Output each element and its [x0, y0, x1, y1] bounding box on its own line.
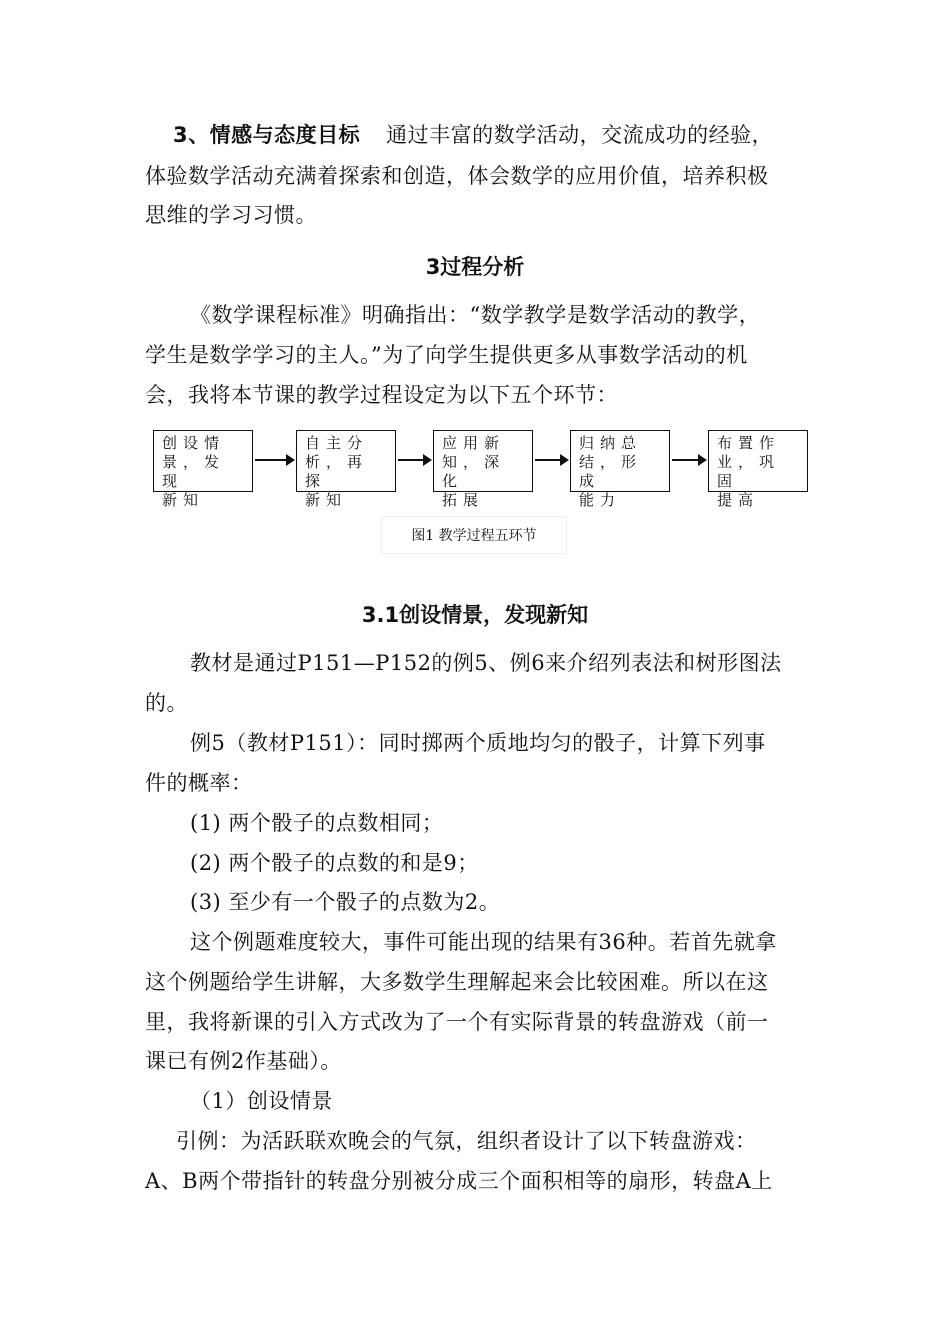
flow-box-text: 提高 [717, 491, 760, 509]
goal-heading: 3、情感与态度目标 [173, 123, 361, 147]
flow-box-3 [433, 430, 533, 509]
body-line: 例5（教材P151）：同时掷两个质地均匀的骰子，计算下列事 [190, 731, 766, 755]
body-line: 这个例题难度较大，事件可能出现的结果有36种。若首先就拿 [190, 930, 777, 954]
flow-box-5 [708, 430, 808, 509]
para2-line2: 学生是数学学习的主人。”为了向学生提供更多从事数学活动的机 [145, 343, 748, 367]
flow-box-text: 自主分 [305, 434, 369, 452]
flow-box-text: 创设情 [162, 434, 226, 452]
list-item: (3) 至少有一个骰子的点数为2。 [190, 890, 501, 914]
section-3-1-title: 3.1创设情景，发现新知 [361, 603, 589, 627]
flow-arrow [398, 459, 430, 461]
flow-box-2 [296, 430, 396, 509]
flow-arrow [672, 459, 705, 461]
flow-box-text: 布置作 [717, 434, 781, 452]
flow-box-text: 拓展 [442, 491, 485, 509]
figure-caption: 图1 教学过程五环节 [381, 516, 567, 554]
flow-box-text: 结，形成 [579, 453, 643, 490]
flow-box-1 [153, 430, 253, 509]
para1-line3: 思维的学习习惯。 [145, 203, 317, 227]
flow-box-text: 应用新 [442, 434, 506, 452]
flow-arrow [535, 459, 567, 461]
body-line: 教材是通过P151—P152的例5、例6来介绍列表法和树形图法 [190, 651, 782, 675]
para2-line1: 《数学课程标准》明确指出：“数学教学是数学活动的教学， [190, 303, 761, 327]
body-line: 里，我将新课的引入方式改为了一个有实际背景的转盘游戏（前一 [145, 1010, 769, 1034]
flow-box-text: 景，发现 [162, 453, 226, 490]
para2-line3: 会，我将本节课的教学过程设定为以下五个环节： [145, 383, 618, 407]
flow-arrow [255, 459, 293, 461]
body-line: 这个例题给学生讲解，大多数学生理解起来会比较困难。所以在这 [145, 970, 769, 994]
subsection-heading: （1）创设情景 [190, 1089, 333, 1113]
body-line: 课已有例2作基础）。 [145, 1049, 342, 1073]
flow-box-text: 知，深化 [442, 453, 506, 490]
para1-line1-text: 通过丰富的数学活动，交流成功的经验， [386, 123, 774, 147]
flow-box-text: 能力 [579, 491, 622, 509]
flow-box-text: 新知 [162, 491, 205, 509]
para1-line2: 体验数学活动充满着探索和创造，体会数学的应用价值，培养积极 [145, 164, 769, 188]
flow-box-text: 析，再探 [305, 453, 369, 490]
flow-box-4 [570, 430, 670, 509]
list-item: (2) 两个骰子的点数的和是9； [190, 851, 479, 875]
body-line: 件的概率： [145, 771, 253, 795]
para1-line1 [173, 120, 773, 150]
body-line: 的。 [145, 691, 188, 715]
body-line: 引例：为活跃联欢晚会的气氛，组织者设计了以下转盘游戏： [176, 1129, 757, 1153]
flow-box-text: 归纳总 [579, 434, 643, 452]
list-item: (1) 两个骰子的点数相同； [190, 811, 444, 835]
flow-box-text: 业，巩固 [717, 453, 781, 490]
flow-box-text: 新知 [305, 491, 348, 509]
section-3-title: 3过程分析 [425, 255, 525, 279]
body-line: A、B两个带指针的转盘分别被分成三个面积相等的扇形，转盘A上 [145, 1169, 773, 1193]
